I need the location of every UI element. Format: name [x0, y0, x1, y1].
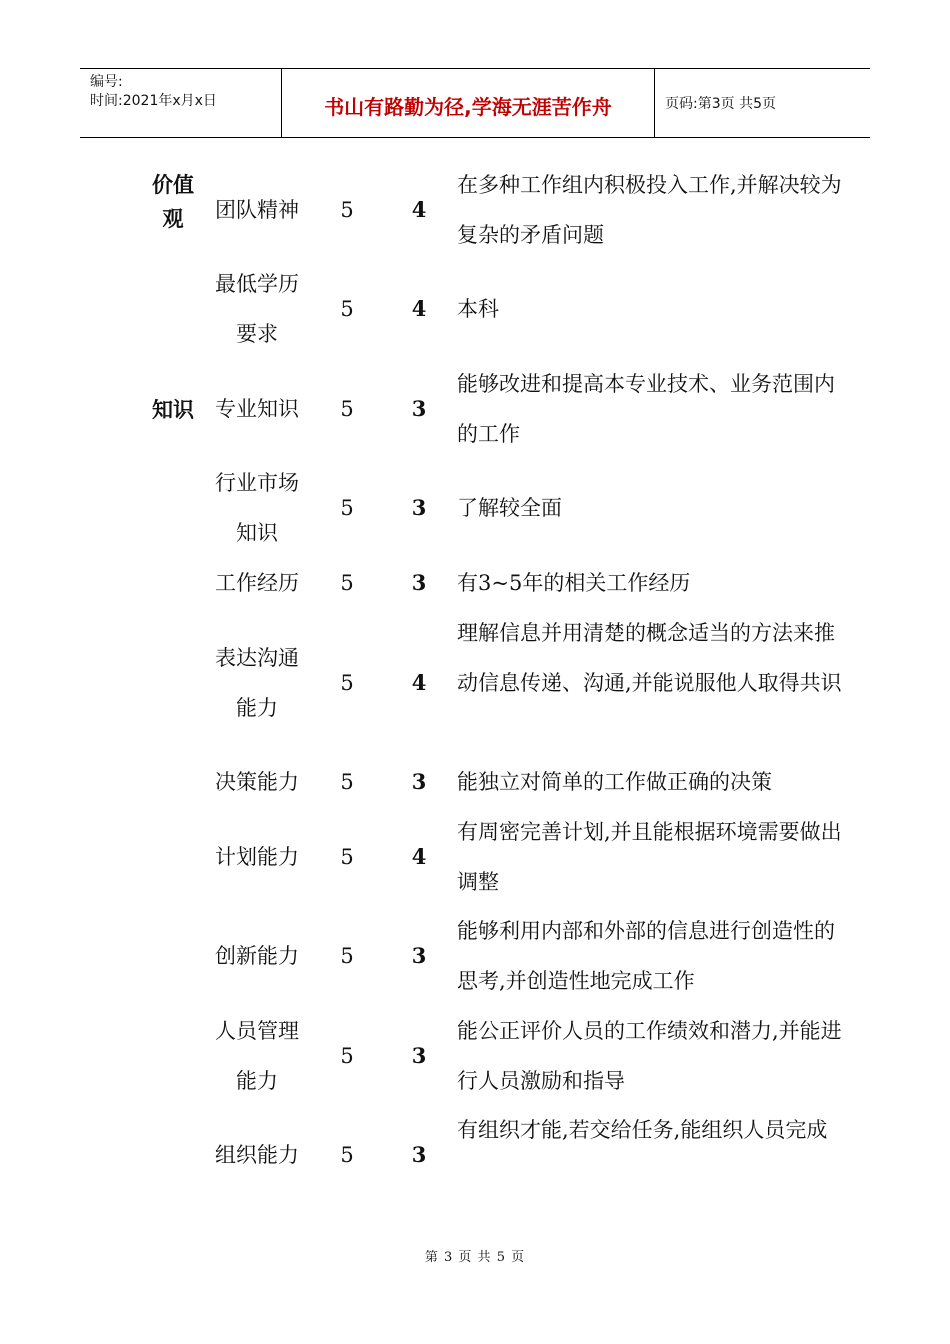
row-desc: 本科: [457, 297, 499, 321]
row-desc: 能独立对简单的工作做正确的决策: [457, 770, 772, 794]
row-desc: 能公正评价人员的工作绩效和潜力,并能进行人员激励和指导: [457, 1019, 842, 1093]
row-total: 5: [340, 845, 354, 869]
header-meta: [90, 73, 217, 111]
page-header: [80, 68, 870, 138]
row-score: 3: [411, 495, 427, 520]
row-score: 4: [411, 670, 427, 695]
category-values: 价值观: [152, 172, 194, 231]
row-score: 3: [411, 769, 427, 794]
row-desc: 有周密完善计划,并且能根据环境需要做出调整: [457, 820, 842, 894]
row-total: 5: [340, 944, 354, 968]
row-desc: 了解较全面: [457, 496, 562, 520]
row-total: 5: [340, 571, 354, 595]
row-total: 5: [340, 770, 354, 794]
row-score: 4: [411, 844, 427, 869]
row-name: 最低学历要求: [215, 272, 299, 346]
header-page-info: 页码:第3页 共5页: [665, 96, 776, 112]
row-name: 决策能力: [215, 770, 299, 794]
row-total: 5: [340, 496, 354, 520]
header-divider: [654, 69, 655, 137]
row-name: 组织能力: [215, 1143, 299, 1167]
row-name: 创新能力: [215, 944, 299, 968]
row-score: 4: [411, 197, 427, 222]
header-motto: 书山有路勤为径,学海无涯苦作舟: [324, 95, 612, 119]
row-desc: 能够改进和提高本专业技术、业务范围内的工作: [457, 372, 835, 446]
row-name: 人员管理能力: [215, 1019, 299, 1093]
row-total: 5: [340, 671, 354, 695]
row-score: 3: [411, 943, 427, 968]
row-total: 5: [340, 1044, 354, 1068]
row-desc: 理解信息并用清楚的概念适当的方法来推动信息传递、沟通,并能说服他人取得共识: [457, 621, 842, 695]
row-total: 5: [340, 397, 354, 421]
page-footer: 第 3 页 共 5 页: [424, 1250, 526, 1265]
row-total: 5: [340, 198, 354, 222]
row-desc: 在多种工作组内积极投入工作,并解决较为复杂的矛盾问题: [457, 173, 842, 247]
row-score: 3: [411, 1043, 427, 1068]
row-score: 3: [411, 1142, 427, 1167]
row-name: 团队精神: [215, 198, 299, 222]
code-label: 编号:: [90, 74, 123, 90]
row-desc: 有3~5年的相关工作经历: [457, 571, 691, 595]
row-desc: 有组织才能,若交给任务,能组织人员完成: [457, 1118, 828, 1142]
row-name: 工作经历: [215, 571, 299, 595]
row-name: 表达沟通能力: [215, 646, 299, 720]
row-desc: 能够利用内部和外部的信息进行创造性的思考,并创造性地完成工作: [457, 919, 835, 993]
row-total: 5: [340, 297, 354, 321]
row-score: 3: [411, 396, 427, 421]
date-label: 时间:2021年x月x日: [90, 93, 217, 109]
row-score: 4: [411, 296, 427, 321]
row-total: 5: [340, 1143, 354, 1167]
row-name: 计划能力: [215, 845, 299, 869]
category-knowledge: 知识: [152, 397, 194, 422]
row-score: 3: [411, 570, 427, 595]
row-name: 专业知识: [215, 397, 299, 421]
row-name: 行业市场知识: [215, 471, 299, 545]
